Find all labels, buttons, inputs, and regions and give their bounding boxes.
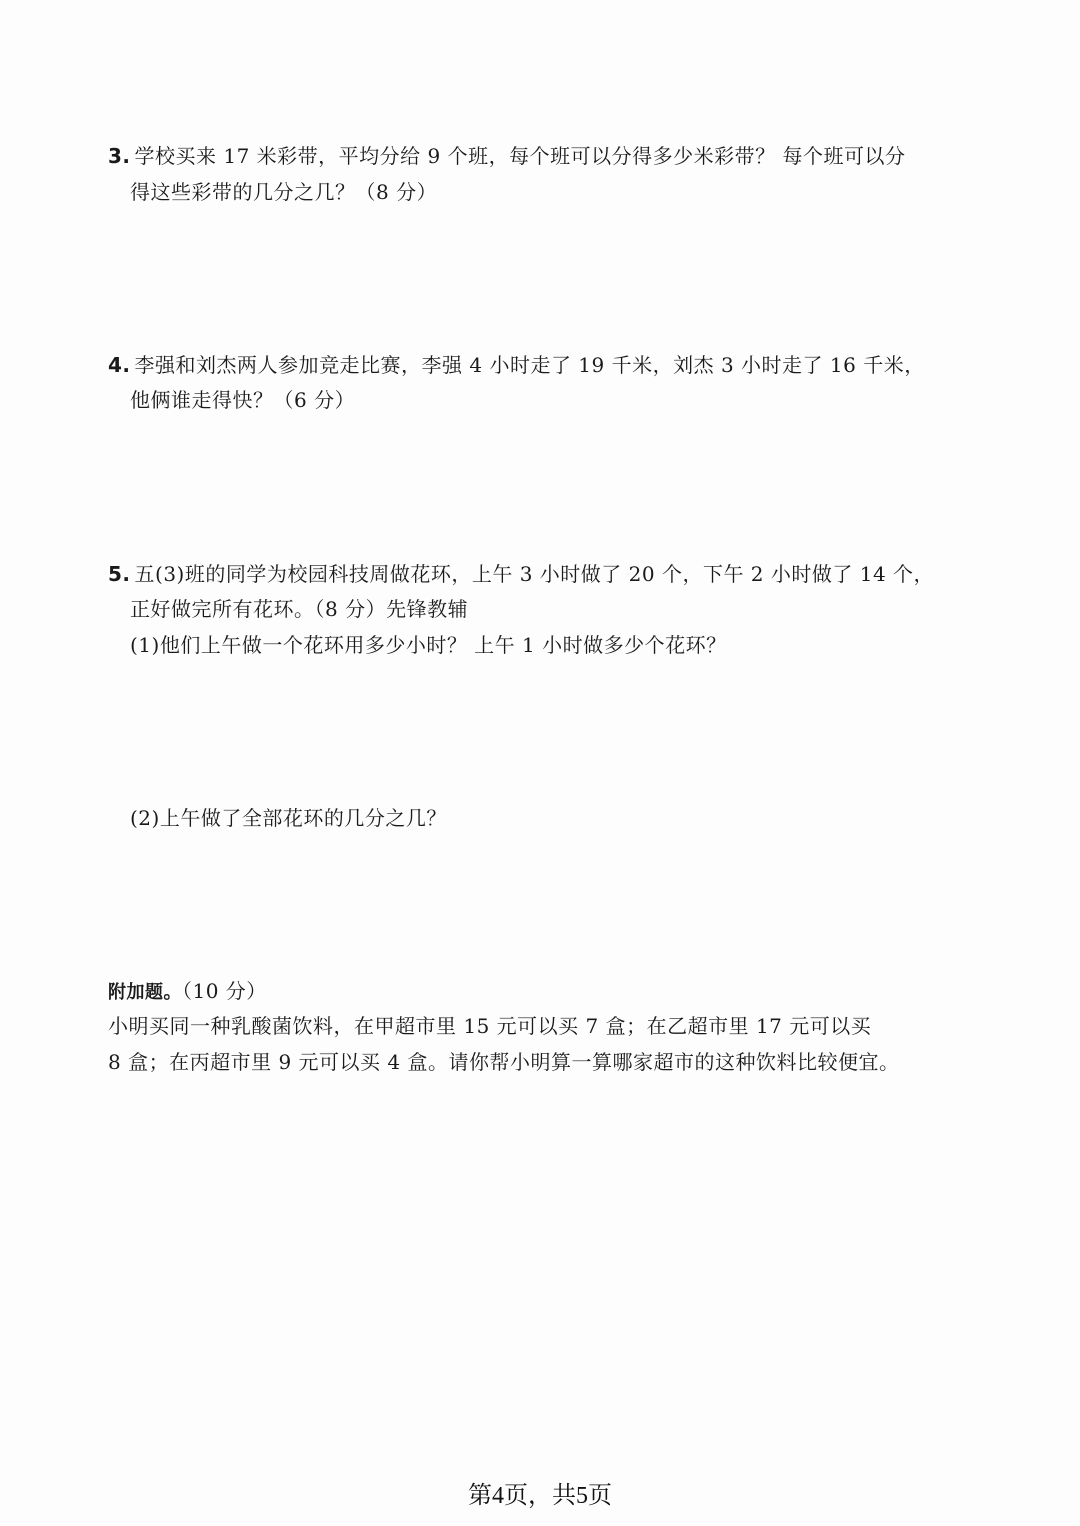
question-4-text-1: 李强和刘杰两人参加竞走比赛，李强 4 小时走了 19 千米，刘杰 3 小时走了 16 千米， <box>134 353 925 377</box>
question-5-text-1: 五(3)班的同学为校园科技周做花环，上午 3 小时做了 20 个，下午 2 小时做了 14 个， <box>134 562 935 586</box>
bonus-text-2: 8 盒；在丙超市里 9 元可以买 4 盒。请你帮小明算一算哪家超市的这种饮料比较便宜。 <box>108 1050 900 1074</box>
bonus-score: （10 分） <box>182 979 267 1003</box>
question-5-line-1 <box>108 556 934 592</box>
question-5-sub-1: (1)他们上午做一个花环用多少小时？ 上午 1 小时做多少个花环？ <box>130 633 727 657</box>
question-4-number: 4. <box>108 353 131 377</box>
question-4-text-2: 他俩谁走得快？（6 分） <box>130 388 356 412</box>
question-5-number: 5. <box>108 562 131 586</box>
question-5-sub-2: (2)上午做了全部花环的几分之几？ <box>130 806 447 830</box>
question-3-line-1 <box>108 138 905 174</box>
question-5-text-2: 正好做完所有花环。（8 分）先锋教辅 <box>130 597 469 621</box>
question-3-number: 3. <box>108 144 131 168</box>
bonus-title: 附加题。 <box>108 982 182 1003</box>
page-number-footer: 第4页，共5页 <box>468 1483 612 1509</box>
question-3-text-2: 得这些彩带的几分之几？（8 分） <box>130 180 438 204</box>
bonus-heading <box>108 973 267 1011</box>
question-4-line-1 <box>108 347 925 383</box>
question-3-text-1: 学校买来 17 米彩带，平均分给 9 个班，每个班可以分得多少米彩带？ 每个班可以分 <box>134 144 906 168</box>
bonus-text-1: 小明买同一种乳酸菌饮料，在甲超市里 15 元可以买 7 盒；在乙超市里 17 元可以买 <box>108 1014 872 1038</box>
